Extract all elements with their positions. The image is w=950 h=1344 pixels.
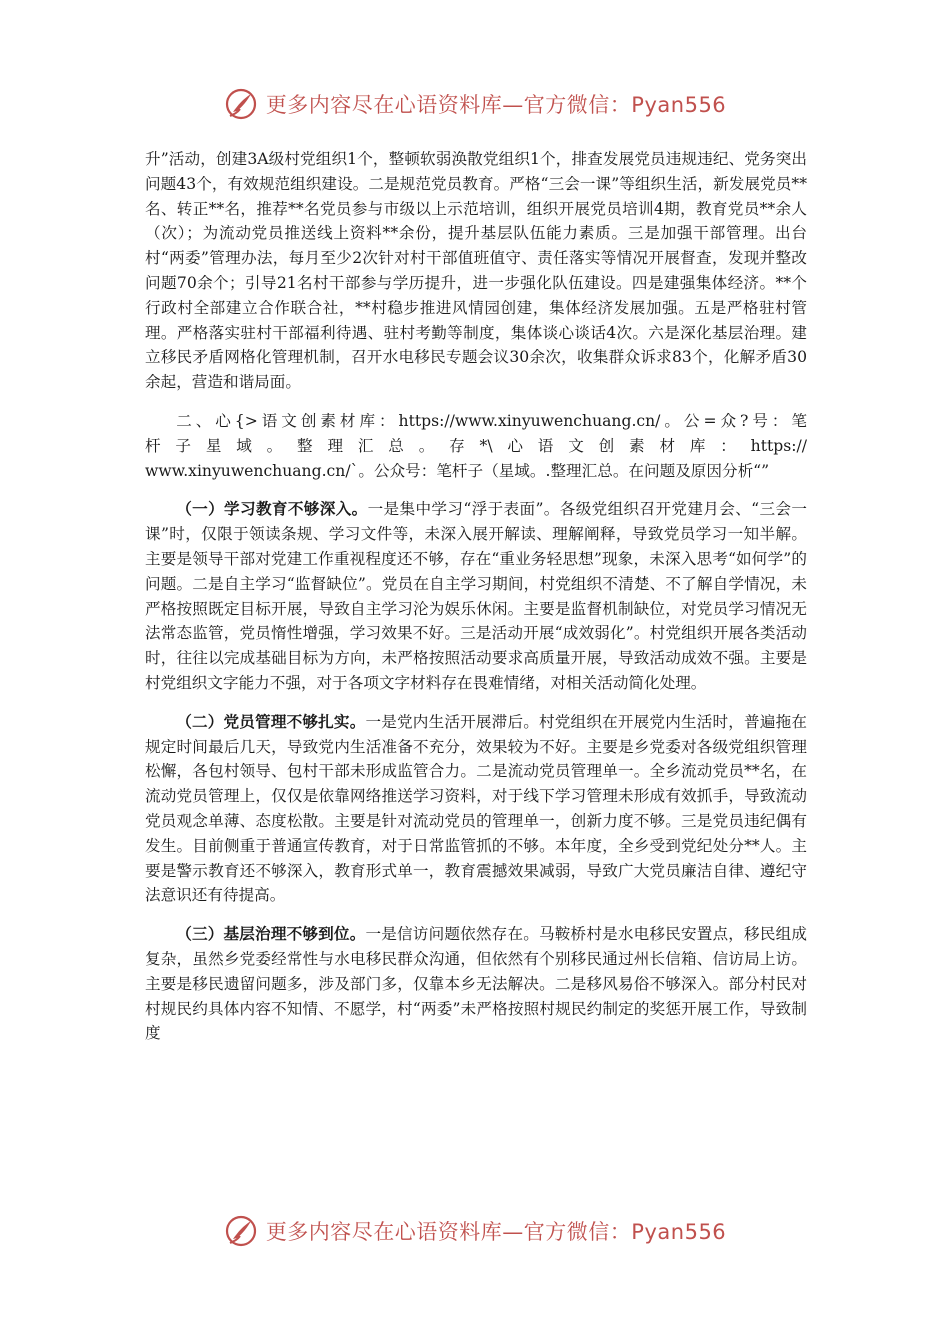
paragraph-body: 一是信访问题依然存在。马鞍桥村是水电移民安置点，移民组成复杂，虽然乡党委经常性与水电移民群众沟通，但依然有个别移民通过州长信箱、信访局上访。主要是移民遗留问题多，涉及部门多，仅靠本乡无法解决。二是移风易俗不够深入。部分村民对村规民约具体内容不知情、不愿学，村“两委”未严格按照村规民约制定的奖惩开展工作，导致制度: [145, 925, 807, 1043]
paragraph-heading: （三）基层治理不够到位。: [176, 924, 366, 944]
paragraph-heading: （一）学习教育不够深入。: [176, 499, 368, 519]
paragraph-grassroots-governance: [145, 922, 807, 1046]
paragraph-section-two: [145, 409, 807, 483]
paragraph-body: 一是党内生活开展滞后。村党组织在开展党内生活时，普遍拖在规定时间最后几天，导致党内生活准备不充分，效果较为不好。主要是乡党委对各级党组织管理松懈，各包村领导、包村干部未形成监管合力。二是流动党员管理单一。全乡流动党员**名，在流动党员管理上，仅仅是依靠网络推送学习资料，对于线下学习管理未形成有效抓手，导致流动党员观念单薄、态度松散。主要是针对流动党员的管理单一，创新力度不够。三是党员违纪偶有发生。目前侧重于普通宣传教育，对于日常监管抓的不够。本年度，全乡受到党纪处分**人。主要是警示教育还不够深入，教育形式单一，教育震撼效果减弱，导致广大党员廉洁自律、遵纪守法意识还有待提高。: [145, 712, 807, 905]
paragraph-heading: （二）党员管理不够扎实。: [176, 711, 366, 731]
paragraph-body: 一是集中学习“浮于表面”。各级党组织召开党建月会、“三会一课”时，仅限于领读条规、学习文件等，未深入展开解读、理解阐释，导致党员学习一知半解。主要是领导干部对党建工作重视程度还不够，存在“重业务轻思想”现象，未深入思考“如何学”的问题。二是自主学习“监督缺位”。党员在自主学习期间，村党组织不清楚、不了解自学情况，未严格按照既定目标开展，导致自主学习沦为娱乐休闲。主要是监督机制缺位，对党员学习情况无法常态监管，党员惰性增强，学习效果不好。三是活动开展“成效弱化”。村党组织开展各类活动时，往往以完成基础目标为方向，未严格按照活动要求高质量开展，导致活动成效不强。主要是村党组织文字能力不强，对于各项文字材料存在畏难情绪，对相关活动简化处理。: [145, 500, 807, 692]
document-body: [145, 147, 807, 1046]
footer-watermark-banner: [0, 1211, 950, 1251]
quill-ribbon-logo-icon: [224, 1214, 258, 1248]
section-two-line-2: 杆子星域。整理汇总。存*\心语文创素材库：https://: [145, 436, 807, 455]
section-two-line-1: 二、心{>语文创素材库：https://www.xinyuwenchuang.cn/。公=众?号：笔: [176, 411, 807, 430]
section-two-rest: www.xinyuwenchuang.cn/`。公众号：笔杆子（星域。.整理汇总。在问题及原因分析“”: [145, 461, 770, 480]
header-watermark-banner: [0, 84, 950, 124]
paragraph-summary: 升”活动，创建3A级村党组织1个，整顿软弱涣散党组织1个，排查发展党员违规违纪、党务突出问题43个，有效规范组织建设。二是规范党员教育。严格“三会一课”等组织生活，新发展党员**名、转正**名，推荐**名党员参与市级以上示范培训，组织开展党员培训4期，教育党员**余人（次）；为流动党员推送线上资料**余份，提升基层队伍能力素质。三是加强干部管理。出台村“两委”管理办法，每月至少2次针对村干部值班值守、责任落实等情况开展督查，发现并整改问题70余个；引导21名村干部参与学历提升，进一步强化队伍建设。四是建强集体经济。**个行政村全部建立合作联合社，**村稳步推进风情园创建，集体经济发展加强。五是严格驻村管理。严格落实驻村干部福利待遇、驻村考勤等制度，集体谈心谈话4次。六是深化基层治理。建立移民矛盾网格化管理机制，召开水电移民专题会议30余次，收集群众诉求83个，化解矛盾30余起，营造和谐局面。: [145, 150, 807, 392]
paragraph-study-education: [145, 497, 807, 695]
watermark-text: 更多内容尽在心语资料库—官方微信：Pyan556: [265, 1220, 727, 1244]
watermark-text: 更多内容尽在心语资料库—官方微信：Pyan556: [265, 93, 727, 117]
paragraph-member-management: [145, 710, 807, 908]
quill-ribbon-logo-icon: [224, 87, 258, 121]
